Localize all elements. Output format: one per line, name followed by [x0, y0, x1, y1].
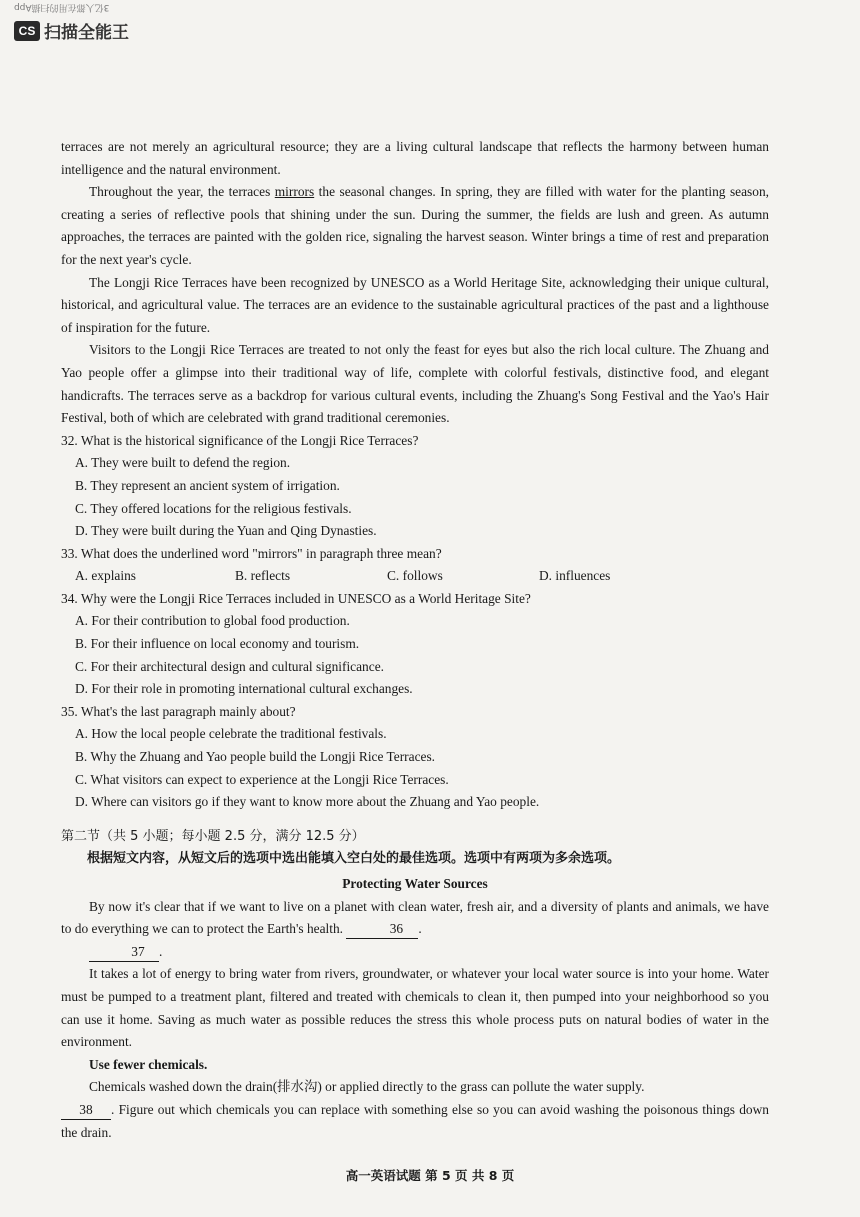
option-a: A. They were built to defend the region.: [75, 455, 291, 471]
question-stem: 32. What is the historical significance of the Longji Rice Terraces?: [61, 432, 419, 448]
cloze-paragraph-2: It takes a lot of energy to bring water from rivers, groundwater, or whatever your local water source is into your home. Water must be pumped to a treatment plant, filtered and treated with chemicals to clean it, then pumped into your neighborhood so you can use it home. Saving as much water as possible reduces the stress this whole process puts on natural bodies of water in the environment.: [61, 966, 769, 1050]
passage-paragraph-1: terraces are not merely an agricultural resource; they are a living cultural landscape that reflects the harmony between human intelligence and the natural environment.: [61, 139, 769, 177]
passage-paragraph-3: The Longji Rice Terraces have been recognized by UNESCO as a World Heritage Site, acknowledging their unique cultural, historical, and agricultural value. The terraces are an evidence to the sustainable agricultural practices of the past and a lighthouse of inspiration for the future.: [61, 274, 769, 335]
option-d: D. Where can visitors go if they want to know more about the Zhuang and Yao people.: [75, 794, 540, 810]
logo-subtitle: 3亿人都在用的扫描App: [14, 2, 110, 12]
option-d: D. influences: [539, 568, 611, 584]
question-stem: 34. Why were the Longji Rice Terraces included in UNESCO as a World Heritage Site?: [61, 590, 531, 606]
cloze-paragraph-3: Chemicals washed down the drain(排水沟) or applied directly to the grass can pollute the water supply.: [89, 1079, 645, 1095]
option-c: C. For their architectural design and cultural significance.: [75, 658, 384, 674]
option-d: D. For their role in promoting international cultural exchanges.: [75, 681, 413, 697]
passage-paragraph-4: Visitors to the Longji Rice Terraces are treated to not only the feast for eyes but also the rich local culture. The Zhuang and Yao people offer a glimpse into their traditional way of life, complete with colorful festivals, distinctive food, and elegant handicrafts. The terraces serve as a backdrop for various cultural events, including the Zhuang's Song Festival and the Yao's Hair Festival, both of which are celebrated with grand traditional ceremonies.: [61, 342, 769, 426]
page-footer: 高一英语试题 第 5 页 共 8 页: [345, 1168, 515, 1183]
question-34: [61, 588, 769, 701]
question-stem: 35. What's the last paragraph mainly about?: [61, 703, 296, 719]
exam-page-content: [61, 136, 769, 1144]
option-c: C. They offered locations for the religious festivals.: [75, 500, 352, 516]
option-b: B. For their influence on local economy and tourism.: [75, 636, 360, 652]
logo-text: 扫描全能王: [44, 23, 129, 43]
scanner-logo: [14, 18, 129, 43]
cloze-paragraph-1: By now it's clear that if we want to live on a planet with clean water, fresh air, and a diversity of plants and animals, we have to do everything we can to protect the Earth's health. 36 .: [61, 896, 769, 941]
question-35: [61, 701, 769, 814]
option-b: B. reflects: [235, 568, 291, 584]
option-c: C. What visitors can expect to experience at the Longji Rice Terraces.: [75, 771, 449, 787]
option-a: A. How the local people celebrate the traditional festivals.: [75, 726, 387, 742]
option-a: A. explains: [75, 568, 136, 584]
option-d: D. They were built during the Yuan and Qing Dynasties.: [75, 523, 377, 539]
option-b: B. Why the Zhuang and Yao people build the Longji Rice Terraces.: [75, 749, 436, 765]
options-row: [75, 565, 769, 588]
cloze-paragraph-4: 38 . Figure out which chemicals you can replace with something else so you can avoid washing the poisonous things down the drain.: [61, 1101, 769, 1140]
question-32: [61, 430, 769, 543]
question-stem: 33. What does the underlined word "mirrors" in paragraph three mean?: [61, 545, 442, 561]
option-b: B. They represent an ancient system of irrigation.: [75, 477, 340, 493]
option-a: A. For their contribution to global food production.: [75, 613, 350, 629]
blank-37: 37: [89, 943, 159, 962]
section-instruction: 根据短文内容，从短文后的选项中选出能填入空白处的最佳选项。选项中有两项为多余选项。: [87, 851, 621, 867]
underlined-word: mirrors: [274, 184, 315, 200]
question-33: [61, 543, 769, 588]
blank-38: 38: [61, 1101, 111, 1120]
cloze-paragraph-blank37: 37 .: [61, 941, 769, 964]
passage-title: Protecting Water Sources: [342, 876, 488, 891]
cloze-subheading: Use fewer chemicals.: [89, 1056, 208, 1072]
section-heading: 第二节（共 5 小题；每小题 2.5 分，满分 12.5 分）: [61, 828, 365, 844]
cs-badge-icon: CS: [14, 21, 40, 41]
passage-paragraph-2: Throughout the year, the terraces mirrors the seasonal changes. In spring, they are filled with water for the planting season, creating a series of reflective pools that shining under the sun. During the summer, the fields are lush and green. As autumn approaches, the terraces are painted with the golden rice, signaling the harvest season. Winter brings a time of rest and preparation for the next year's cycle.: [61, 184, 769, 267]
blank-36: 36: [346, 920, 418, 939]
option-c: C. follows: [387, 568, 443, 584]
